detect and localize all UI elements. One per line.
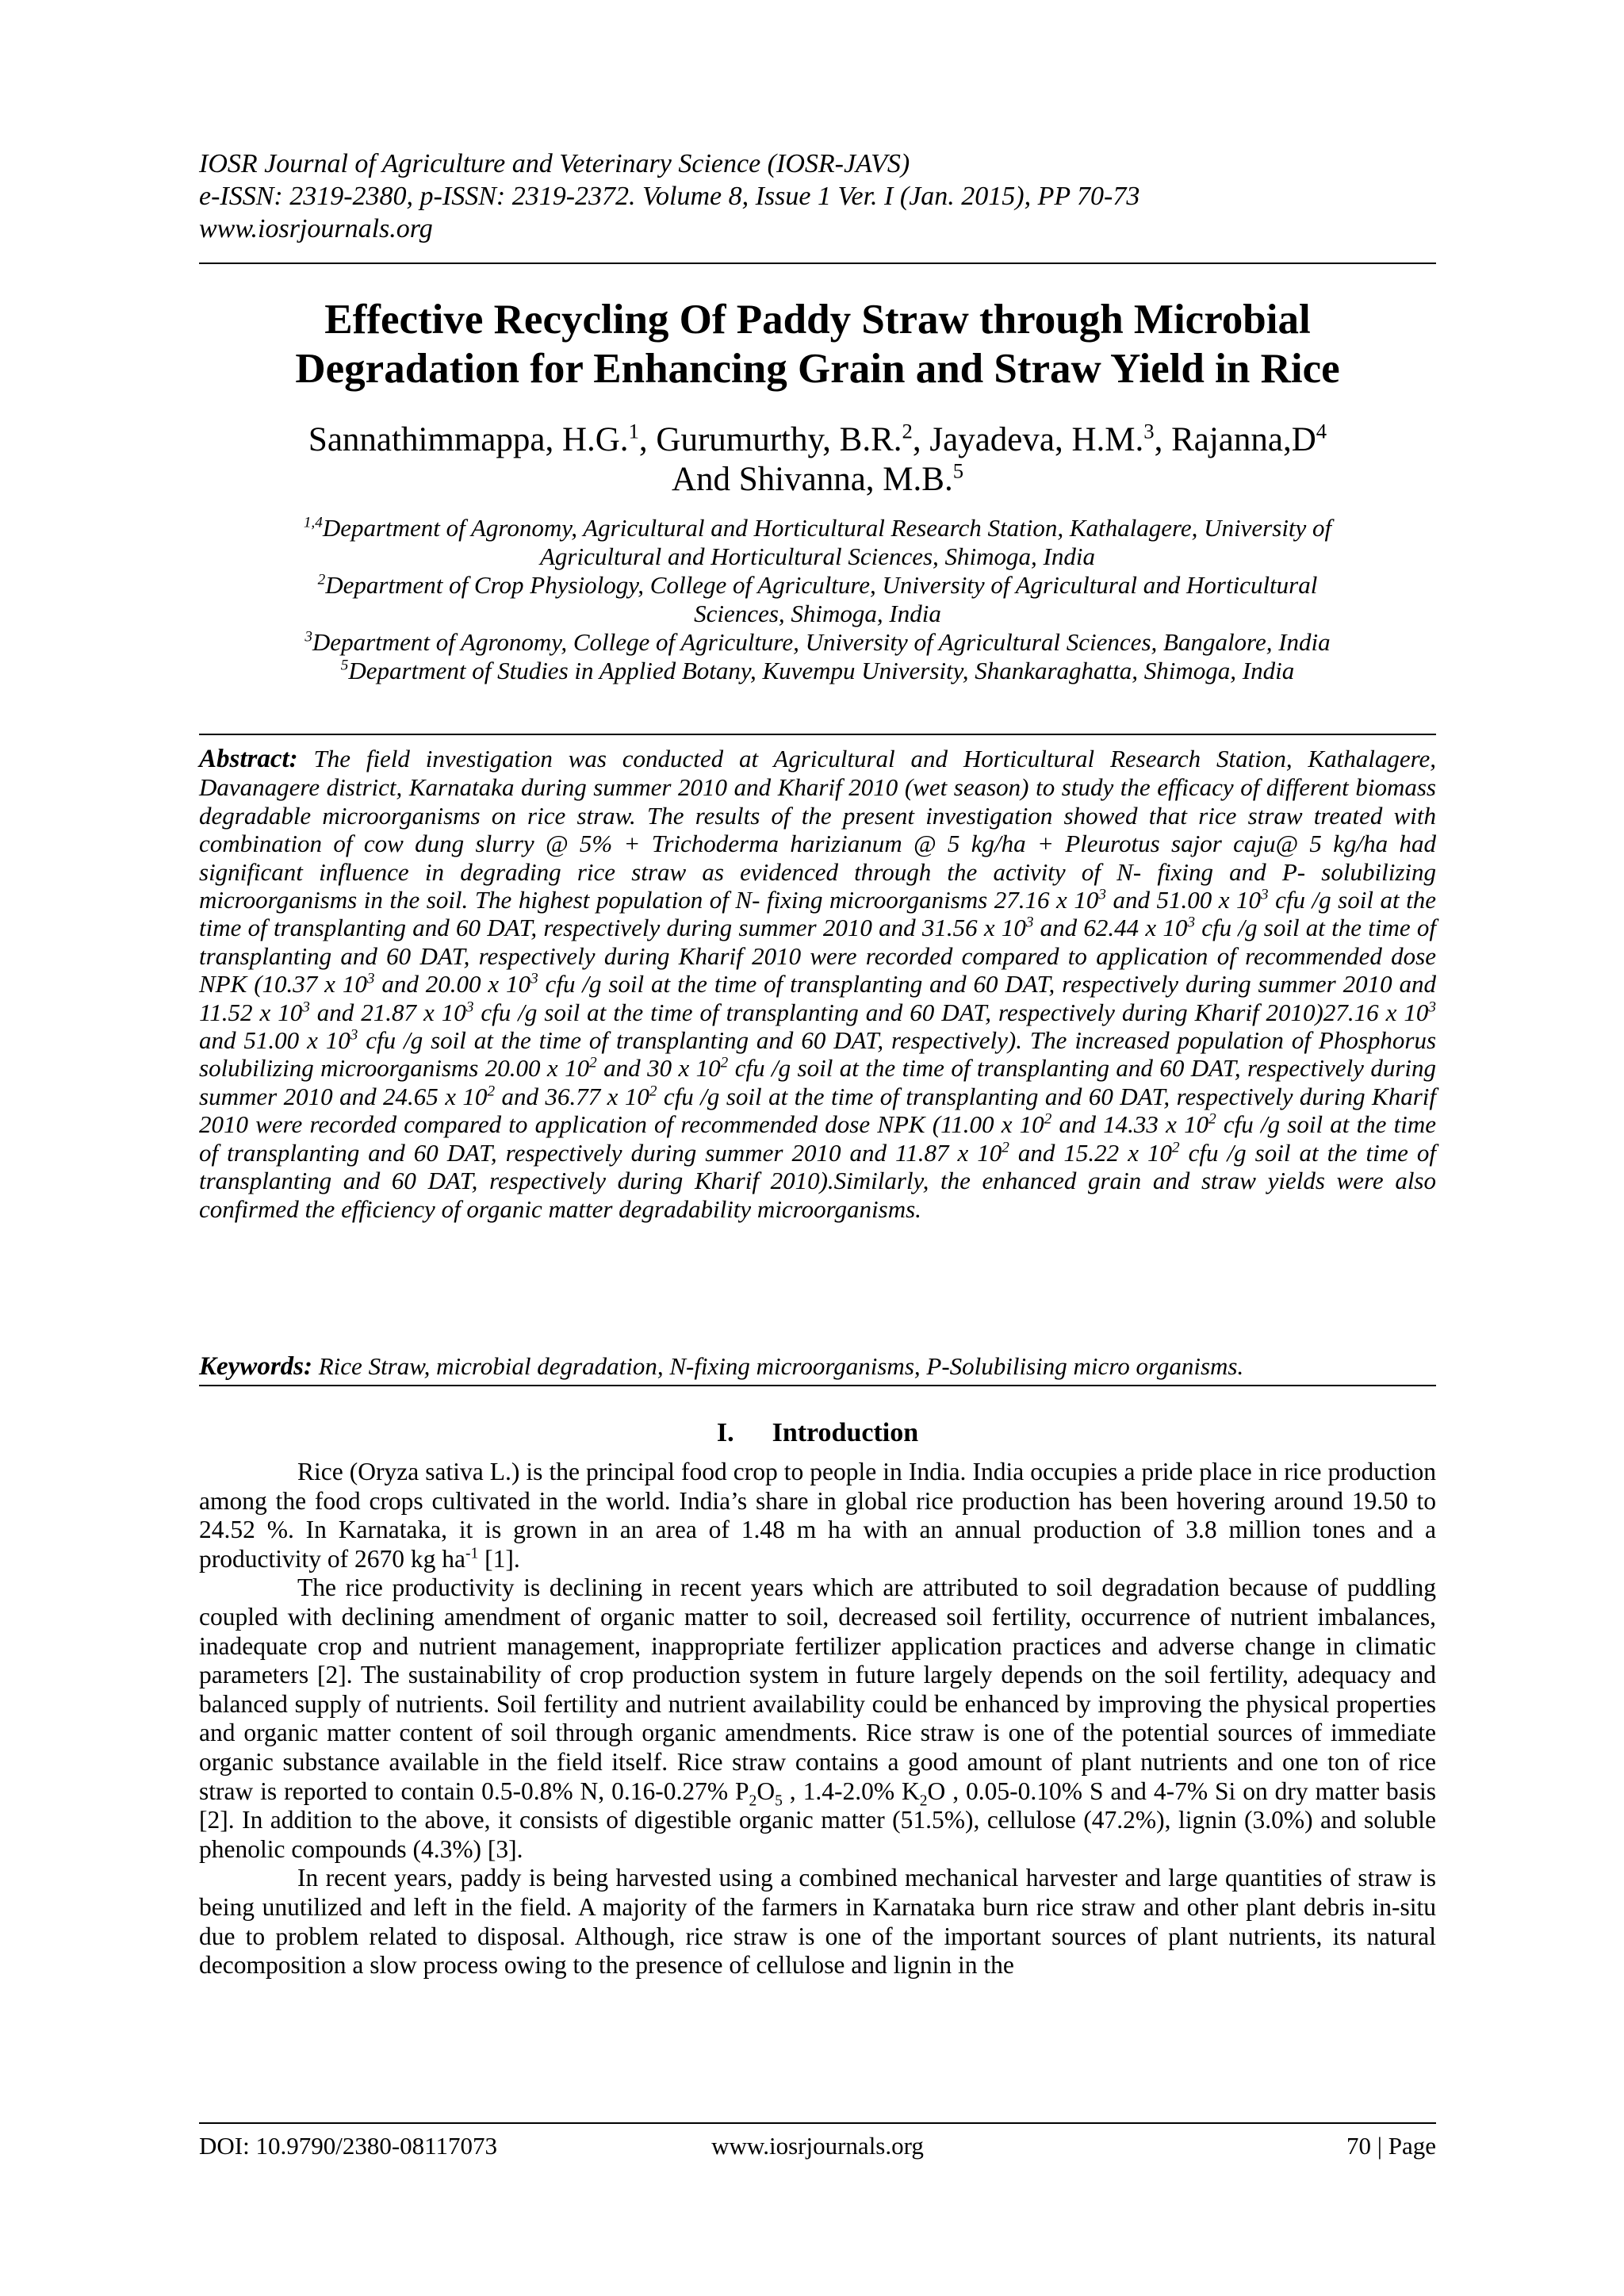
- paragraph-text: O , 0.05-0.10% S and 4-7% Si on dry matter basis [2]. In addition to the above, it consists of digestible organic matter (51.5%), cellulose (47.2%), lignin (3.0%) and soluble phenolic compounds (4.3%) [3].: [199, 1777, 1436, 1863]
- abstract-exponent: 3: [1261, 886, 1269, 903]
- abstract-exponent: 3: [302, 999, 310, 1016]
- chemical-subscript: 5: [775, 1792, 783, 1809]
- chemical-subscript: 2: [919, 1792, 928, 1809]
- affiliation-4-text: Department of Studies in Applied Botany, Kuvempu University, Shankaraghatta, Shimoga, India: [348, 657, 1295, 684]
- paragraph-text: Rice (Oryza sativa L.) is the principal food crop to people in India. India occupies a pride place in rice production among the food crops cultivated in the world. India’s share in global rice production has been hovering around 19.50 to 24.52 %. In Karnataka, it is grown in an area of 1.48 m ha with an annual production of 3.8 million tones and a productivity of 2670 kg ha: [199, 1458, 1436, 1573]
- keywords-text: Rice Straw, microbial degradation, N-fixing microorganisms, P-Solubilising micro organisms.: [312, 1352, 1244, 1380]
- affiliation-2-marker: 2: [317, 571, 326, 588]
- abstract-label: Abstract:: [199, 745, 298, 773]
- abstract-exponent: 3: [350, 1026, 358, 1044]
- authors-line-2: [199, 460, 1436, 500]
- section-number: I.: [716, 1418, 734, 1447]
- abstract-exponent: 3: [465, 999, 474, 1016]
- abstract-exponent: 3: [1025, 914, 1034, 932]
- author-4-affil: 4: [1316, 419, 1327, 443]
- author-4: , Rajanna,D: [1154, 421, 1316, 458]
- abstract-text: and 21.87 x 10: [309, 998, 466, 1026]
- abstract-exponent: 3: [1187, 914, 1196, 932]
- intro-paragraph-3: In recent years, paddy is being harvested using a combined mechanical harvester and large quantities of straw is being unutilized and left in the field. A majority of the farmers in Karnataka burn rice straw and other plant debris in-situ due to problem related to disposal. Although, rice straw is one of the important sources of plant nutrients, its natural decomposition a slow process owing to the presence of cellulose and lignin in the: [199, 1864, 1436, 1980]
- title-line-1: Effective Recycling Of Paddy Straw through Microbial: [324, 297, 1311, 343]
- abstract-text: and 15.22 x 10: [1009, 1138, 1172, 1167]
- author-list: [199, 420, 1436, 500]
- abstract-exponent: 3: [530, 970, 538, 987]
- section-title: Introduction: [772, 1418, 919, 1447]
- paragraph-text: [1].: [478, 1544, 520, 1573]
- affiliations: [199, 514, 1436, 685]
- header-divider: [199, 263, 1436, 264]
- abstract: [199, 745, 1436, 1223]
- abstract-text: cfu /g soil at the time of transplanting and 60 DAT, respectively during summer 2010 and 24.65 x 10: [199, 1054, 1436, 1110]
- affiliation-1-cont: Agricultural and Horticultural Sciences, Shimoga, India: [539, 542, 1095, 570]
- abstract-exponent: 3: [1098, 886, 1106, 903]
- abstract-exponent: 2: [1171, 1139, 1180, 1156]
- abstract-exponent: 2: [1208, 1110, 1216, 1128]
- intro-paragraph-2: [199, 1573, 1436, 1864]
- abstract-exponent: 2: [720, 1055, 729, 1072]
- abstract-text: and 51.00 x 10: [199, 1026, 350, 1055]
- abstract-exponent: 2: [1002, 1139, 1009, 1156]
- author-3-affil: 3: [1143, 419, 1155, 443]
- abstract-text: cfu /g soil at the time of transplanting and 60 DAT, respectively during Kharif 2010).Similarly, the enhanced grain and straw yields were also confirmed the efficiency of organic matter degradability microorganisms.: [199, 1138, 1436, 1223]
- abstract-text: and 36.77 x 10: [495, 1082, 649, 1110]
- keywords-label: Keywords:: [199, 1352, 312, 1381]
- abstract-text: cfu /g soil at the time of transplanting and 60 DAT, respectively during summer 2010 and 31.56 x 10: [199, 886, 1436, 942]
- author-2-affil: 2: [902, 419, 913, 443]
- affiliation-3-text: Department of Agronomy, College of Agriculture, University of Agricultural Sciences, Bangalore, India: [312, 628, 1331, 656]
- journal-header: [199, 148, 1436, 245]
- abstract-exponent: 2: [589, 1055, 597, 1072]
- affiliation-1-marker: 1,4: [303, 514, 323, 531]
- abstract-text: cfu /g soil at the time of transplanting and 60 DAT, respectively). The increased population of Phosphorus solubilizing microorganisms 20.00 x 10: [199, 1026, 1437, 1083]
- journal-issn: e-ISSN: 2319-2380, p-ISSN: 2319-2372. Volume 8, Issue 1 Ver. I (Jan. 2015), PP 70-73: [199, 182, 1140, 211]
- affiliation-3-marker: 3: [304, 628, 312, 646]
- paper-title: [199, 295, 1436, 393]
- abstract-text: cfu /g soil at the time of transplanting and 60 DAT, respectively during summer 2010 and 11.52 x 10: [199, 970, 1436, 1026]
- abstract-exponent: 3: [1428, 999, 1436, 1016]
- affiliation-2: [199, 571, 1436, 600]
- author-5-affil: 5: [952, 458, 964, 483]
- introduction-body: [199, 1458, 1436, 1980]
- authors-line-1: [199, 420, 1436, 460]
- intro-paragraph-1: [199, 1458, 1436, 1573]
- unit-exponent: -1: [465, 1545, 479, 1562]
- keywords: [199, 1352, 1436, 1381]
- affiliation-1: [199, 514, 1436, 542]
- abstract-exponent: 2: [649, 1083, 657, 1100]
- abstract-text: and 20.00 x 10: [374, 970, 531, 999]
- title-line-2: Degradation for Enhancing Grain and Straw Yield in Rice: [295, 346, 1340, 392]
- abstract-text: cfu /g soil at the time of transplanting and 60 DAT, respectively during Kharif 2010 were recorded compared to application of recommended dose NPK (11.00 x 10: [199, 1082, 1437, 1139]
- paragraph-text: , 1.4-2.0% K: [782, 1777, 920, 1805]
- affiliation-2-line-1: Department of Crop Physiology, College of Agriculture, University of Agricultural and Horticultural: [325, 571, 1318, 599]
- footer-page-number: 70 | Page: [1346, 2132, 1436, 2160]
- abstract-text: The field investigation was conducted at Agricultural and Horticultural Research Station, Kathalagere, Davanagere district, Karnataka during summer 2010 and Kharif 2010 (wet season) to study the efficacy of different biomass degradable microorganisms on rice straw. The results of the present investigation showed that rice straw treated with combination of cow dung slurry @ 5% + Trichoderma harizianum @ 5 kg/ha + Pleurotus sajor caju@ 5 kg/ha had significant influence in degrading rice straw as evidenced through the activity of N- fixing and P- solubilizing microorganisms in the soil. The highest population of N- fixing microorganisms 27.16 x 10: [199, 745, 1436, 914]
- abstract-exponent: 2: [487, 1083, 496, 1100]
- affiliation-1-line-1: Department of Agronomy, Agricultural and Horticultural Research Station, Kathalagere, University of: [322, 514, 1332, 542]
- abstract-text: and 30 x 10: [596, 1054, 721, 1083]
- affiliation-4-marker: 5: [340, 657, 349, 674]
- abstract-text: cfu /g soil at the time of transplanting and 60 DAT, respectively during Kharif 2010)27.16 x 10: [473, 998, 1429, 1026]
- page-footer: [199, 2130, 1436, 2162]
- affiliation-2-cont: Sciences, Shimoga, India: [694, 600, 941, 627]
- author-5: And Shivanna, M.B.: [671, 461, 953, 498]
- paragraph-text: O: [756, 1777, 776, 1805]
- author-3: , Jayadeva, H.M.: [912, 421, 1144, 458]
- author-1-affil: 1: [628, 419, 639, 443]
- chemical-subscript: 2: [749, 1792, 757, 1809]
- section-heading: [199, 1417, 1436, 1449]
- abstract-text: cfu /g soil at the time of transplanting and 60 DAT, respectively during summer 2010 and 11.87 x 10: [199, 1110, 1437, 1167]
- journal-name: IOSR Journal of Agriculture and Veterinary Science (IOSR-JAVS): [199, 149, 910, 178]
- abstract-exponent: 3: [366, 970, 375, 987]
- author-1: Sannathimmappa, H.G.: [308, 421, 629, 458]
- affiliation-3: [199, 628, 1436, 657]
- footer-doi: DOI: 10.9790/2380-08117073: [199, 2132, 497, 2160]
- journal-website: www.iosrjournals.org: [199, 214, 433, 243]
- footer-divider: [199, 2122, 1436, 2124]
- abstract-top-divider: [199, 734, 1436, 735]
- abstract-text: and 14.33 x 10: [1051, 1110, 1209, 1139]
- paragraph-text: The rice productivity is declining in recent years which are attributed to soil degradation because of puddling coupled with declining amendment of organic matter to soil, decreased soil fertility, occurrence of nutrient imbalances, inadequate crop and nutrient management, inappropriate fertilizer application practices and adverse change in climatic parameters [2]. The sustainability of crop production system in future largely depends on the soil fertility, adequacy and balanced supply of nutrients. Soil fertility and nutrient availability could be enhanced by improving the physical properties and organic matter content of soil through organic amendments. Rice straw is one of the potential sources of immediate organic substance available in the field itself. Rice straw contains a good amount of plant nutrients and one ton of rice straw is reported to contain 0.5-0.8% N, 0.16-0.27% P: [199, 1573, 1436, 1805]
- abstract-text: and 51.00 x 10: [1105, 886, 1262, 914]
- keywords-divider: [199, 1385, 1436, 1386]
- abstract-exponent: 2: [1044, 1110, 1052, 1128]
- author-2: , Gurumurthy, B.R.: [638, 421, 902, 458]
- affiliation-4: [199, 657, 1436, 685]
- footer-website: www.iosrjournals.org: [711, 2132, 924, 2160]
- abstract-text: and 62.44 x 10: [1033, 914, 1188, 942]
- abstract-text: cfu /g soil at the time of transplanting and 60 DAT, respectively during Kharif 2010 were recorded compared to application of recommended dose NPK (10.37 x 10: [199, 914, 1436, 999]
